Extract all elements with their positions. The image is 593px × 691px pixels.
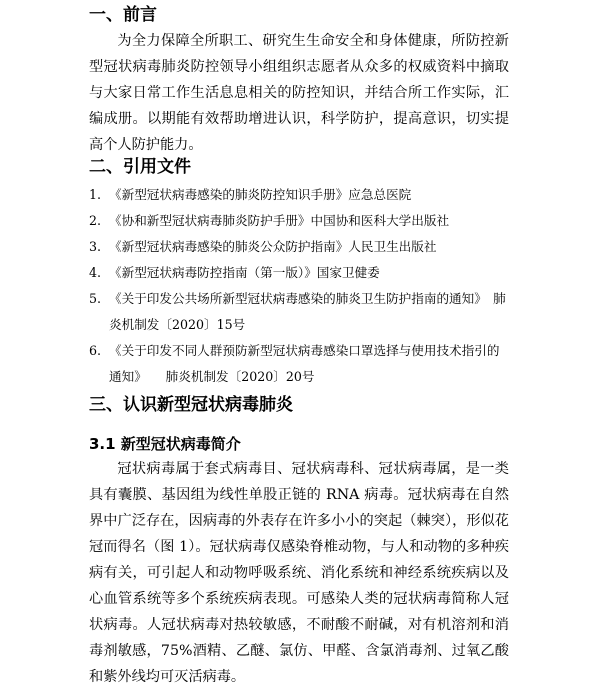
section-heading-overview: 三、认识新型冠状病毒肺炎: [89, 395, 293, 415]
reference-number: 6.: [89, 343, 102, 358]
reference-text: 《新型冠状病毒感染的肺炎公众防护指南》人民卫生出版社: [109, 239, 437, 254]
section-heading-preface: 一、前言: [89, 5, 157, 25]
reference-number: 4.: [89, 265, 102, 280]
reference-number: 3.: [89, 239, 102, 254]
reference-number: 5.: [89, 291, 102, 306]
reference-number: 1.: [89, 187, 102, 202]
reference-text: 《关于印发不同人群预防新型冠状病毒感染口罩选择与使用技术指引的通知》 肺炎机制发〔2020〕20号: [109, 343, 500, 384]
virus-intro-text: 冠状病毒属于套式病毒目、冠状病毒科、冠状病毒属，是一类具有囊膜、基因组为线性单股正链的 RNA 病毒。冠状病毒在自然界中广泛存在，因病毒的外表存在许多小小的突起（棘突），形似花冠而得名（图 1）。冠状病毒仅感染脊椎动物，与人和动物的多种疾病有关，可引起人和动物呼吸系统、消化系统和神经系统疾病以及心血管系统等多个系统疾病表现。可感染人类的冠状病毒简称人冠状病毒。人冠状病毒对热较敏感，不耐酸不耐碱，对有机溶剂和消毒剂敏感，75%酒精、乙醚、氯仿、甲醛、含氯消毒剂、过氧乙酸和紫外线均可灭活病毒。: [89, 461, 509, 685]
reference-number: 2.: [89, 213, 102, 228]
reference-text: 《关于印发公共场所新型冠状病毒感染的肺炎卫生防护指南的通知》 肺炎机制发〔2020〕15号: [109, 291, 506, 332]
reference-item: [89, 260, 509, 286]
reference-list: [89, 182, 509, 390]
reference-text: 《协和新型冠状病毒肺炎防护手册》中国协和医科大学出版社: [109, 213, 450, 228]
reference-item: [89, 338, 509, 390]
reference-item: [89, 234, 509, 260]
reference-item: [89, 208, 509, 234]
section-heading-references: 二、引用文件: [89, 157, 191, 177]
subsection-heading: 3.1 新型冠状病毒简介: [89, 435, 241, 453]
virus-intro-paragraph: [89, 456, 509, 690]
reference-text: 《新型冠状病毒防控指南（第一版）》国家卫健委: [109, 265, 380, 280]
preface-text: 为全力保障全所职工、研究生生命安全和身体健康，所防控新型冠状病毒肺炎防控领导小组组织志愿者从众多的权威资料中摘取与大家日常工作生活息息相关的防控知识，并结合所工作实际，汇编成册。以期能有效帮助增进认识，科学防护，提高意识，切实提高个人防护能力。: [89, 33, 509, 153]
reference-text: 《新型冠状病毒感染的肺炎防控知识手册》应急总医院: [109, 187, 412, 202]
preface-paragraph: [89, 28, 509, 158]
reference-item: [89, 182, 509, 208]
reference-item: [89, 286, 509, 338]
